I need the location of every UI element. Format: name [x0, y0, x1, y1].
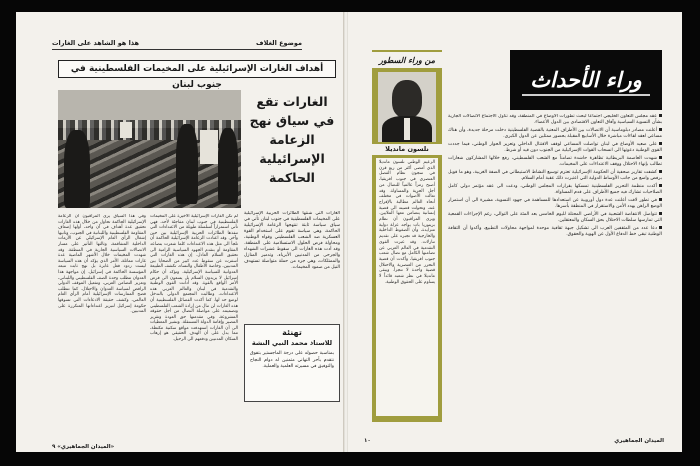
news-item-text: عقد مجلس التعاون الخليجي اجتماعاً لبحث تطورات الأوضاع في المنطقة، وقد تناول الاجتماع الاتصالات الجارية بشأن التسوية السياسية وآفاق التعاون الاقتصادي بين الدول الأعضاء. [448, 114, 662, 126]
congratulation-title: تهنئة [282, 328, 302, 337]
magazine-name: الميدان الجماهيري [614, 438, 664, 444]
news-item [448, 156, 662, 168]
right-page-content [366, 32, 670, 436]
bullet-icon [659, 128, 662, 131]
bullet-icon [659, 226, 662, 229]
main-title-line: الزعامة [269, 132, 315, 147]
section-label: موضوع الغلاف [256, 39, 302, 47]
bullet-icon [659, 212, 662, 215]
bullet-icon [659, 114, 662, 117]
main-title-line: الحاكمة [269, 170, 315, 185]
sidebar-title: من وراء السطور [372, 52, 442, 68]
left-page-header [52, 38, 302, 50]
article-headline: أهداف الغارات الإسرائيلية على المخيمات الفلسطينية في جنوب لبنان [58, 60, 336, 78]
bullet-icon [659, 142, 662, 145]
right-page [348, 12, 682, 452]
bullet-icon [659, 184, 662, 187]
news-item [448, 198, 662, 210]
mandela-portrait [378, 72, 436, 142]
left-page [16, 12, 344, 452]
sidebar-column [372, 50, 442, 422]
news-briefs [448, 114, 662, 420]
news-item [448, 226, 662, 238]
news-item-text: أكدت منظمة التحرير الفلسطينية تمسكها بقرارات المجلس الوطني، ودعت الى عقد مؤتمر دولي كامل الصلاحيات تشارك فيه جميع الأطراف على قدم المساواة. [448, 184, 662, 196]
portrait-name: نلسون مانديلا [372, 144, 442, 155]
right-page-footer [364, 438, 664, 446]
news-item-text: دعا عدد من المثقفين العرب الى تشكيل جبهة ثقافية موحدة لمواجهة محاولات التطبيع، وأكدوا أن الثقافة الوطنية تبقى خط الدفاع الأول عن الهوية والحقوق. [448, 226, 662, 238]
congratulation-box [244, 324, 340, 402]
main-title-line: الإسرائيلية [259, 151, 325, 166]
main-title [244, 92, 340, 208]
congratulation-subtitle: للاستاذ محمد النبي النشة [251, 339, 333, 347]
bullet-icon [659, 156, 662, 159]
main-title-line: في سياق نهج [249, 113, 335, 128]
bullet-icon [659, 170, 662, 173]
article-column: لم تكن الغارات الإسرائيلية الأخيرة على المخيمات الفلسطينية في جنوب لبنان مفاجئة لأحد، فهي تأتي استمراراً لسلسلة طويلة من الاعتداءات التي تنفذها الطائرات الحربية الإسرائيلية بين حين وآخر. وقد اعتادت الزعامة الإسرائيلية الحاكمة أن تلجأ الى مثل هذه الاعتداءات كلما شعرت بتصاعد المقاومة أو بتقدم الجهود السياسية الرامية الى تحقيق السلام العادل. إن هذه الغارات التي أسفرت عن سقوط عدد كبير من الضحايا بين المدنيين، وخاصة الأطفال والنساء، تكشف الطبيعة العدوانية للسياسة الإسرائيلية، وتؤكد أن حكام إسرائيل لا يريدون السلام بل يسعون الى فرض الأمر الواقع بالقوة. وقد أدانت القوى الوطنية والتقدمية في لبنان والعالم العربي هذه الاعتداءات، وطالبت المجتمع الدولي بالتدخل لوضع حد لها. كما أكدت الفصائل الفلسطينية أن هذه الغارات لن تنال من إرادة الشعب الفلسطيني وتصميمه على مواصلة النضال من أجل حقوقه المشروعة، وفي مقدمتها حق العودة وتقرير المصير وإقامة الدولة المستقلة. وتشير المعطيات الى أن الغارات استهدفت مواقع سكنية مكتظة، مما يدل على أن الهدف الحقيقي هو إرهاب السكان المدنيين ودفعهم الى الرحيل. [150, 214, 238, 343]
sidebar-text: الزعيم الوطني نلسون مانديلا الذي أمضى أكثر من ربع قرن في سجون نظام الفصل العنصري في جنوب افريقيا، أصبح رمزاً عالمياً للنضال من أجل الحرية والمساواة. وقد تعالت الأصوات في مختلف أنحاء العالم مطالبة بالإفراج عنه، وتحولت قضيته الى قضية إنسانية يتضامن معها الملايين. ويرى المراقبون أن نظام بريتوريا بات يواجه عزلة دولية متزايدة، وأن الضغوط الداخلية والخارجية قد تجبره على تقديم تنازلات. وقد عبرت القوى التقدمية في العالم العربي عن تضامنها الكامل مع نضال شعب جنوب افريقيا، وأكدت أن قضية التحرر من العنصرية والاحتلال قضية واحدة لا تتجزأ. ويبقى مانديلا في نظر شعبه قائداً لا يساوم على الحقوق الوطنية. [376, 158, 438, 416]
bullet-icon [659, 198, 662, 201]
news-item [448, 170, 662, 182]
news-item-text: على صعيد الأوضاع في لبنان تواصلت المساعي لوقف الاقتتال الداخلي وتعزيز الحوار الوطني، فيما جددت القوى الوطنية دعوتها الى انسحاب القوات الإسرائيلية من الجنوب دون قيد أو شرط. [448, 142, 662, 154]
news-item [448, 212, 662, 224]
airstrike-aftermath-photo [58, 90, 241, 208]
header-title: هذا هو الشاهد على الغارات [52, 39, 140, 47]
news-item-text: تتواصل الانتفاضة الشعبية في الأراضي المحتلة لليوم الخامس بعد المئة على التوالي، رغم الإجراءات القمعية التي تمارسها سلطات الاحتلال بحق السكان والمعتقلين. [448, 212, 662, 224]
section-logo: وراء الأحداث [510, 50, 662, 110]
article-column: وفي هذا السياق يرى المراقبون أن الزعامة الإسرائيلية الحاكمة تحاول من خلال هذه الغارات تحقيق عدة أهداف في آن واحد، أولها إضعاف المقاومة الفلسطينية واللبنانية في الجنوب، وثانيها إشغال الرأي العام الإسرائيلي عن الأزمات الداخلية المتفاقمة، وثالثها التأثير على مسار الاتصالات السياسية الجارية في المنطقة. وقد شهدت المخيمات خلال الأشهر الماضية عدة غارات مماثلة، الأمر الذي يؤكد أن هذه السياسة ليست ردود فعل عابرة بل نهج ثابت تتبعه المؤسسة الحاكمة في إسرائيل. إن مواجهة هذا العدوان تتطلب وحدة الصف الفلسطيني واللبناني، وتعزيز التضامن العربي، وتفعيل الموقف الدولي الرافض لسياسة العدوان والاحتلال. كما تتطلب فضح الممارسات الإسرائيلية أمام الرأي العام العالمي، وكشف حقيقة الادعاءات التي تسوقها حكومة إسرائيل لتبرير اعتداءاتها المتكررة على المدنيين. [58, 214, 146, 315]
news-item [448, 114, 662, 126]
news-item-text: في تطور لافت أعلنت عدة دول أوروبية عن استعدادها للمساهمة في جهود التسوية، مشيرة الى أن استمرار الوضع الراهن يهدد الأمن والاستقرار في المنطقة بأسرها. [448, 198, 662, 210]
page-number-value: ١٠ [364, 438, 371, 444]
news-item-text: كشفت تقارير صحفية أن الحكومة الإسرائيلية تعتزم توسيع النشاط الاستيطاني في الضفة الغربية، وهو ما قوبل برفض واسع من جانب الأوساط الدولية التي اعتبرت ذلك عقبة أمام السلام. [448, 170, 662, 182]
news-item [448, 184, 662, 196]
article-body [58, 214, 238, 440]
left-page-footer [52, 444, 314, 452]
news-item-text: شهدت العاصمة البريطانية تظاهرة حاشدة تضامناً مع الشعب الفلسطيني، رفع خلالها المشاركون شعارات تطالب بإنهاء الاحتلال ووقف الاعتداءات على المخيمات. [448, 156, 662, 168]
magazine-name: «الميدان الجماهيري» [57, 444, 115, 450]
main-title-line: الغارات تقع [256, 94, 328, 109]
page-number-value: ٩ [52, 444, 56, 450]
page-number [52, 444, 114, 450]
news-item-text: أعلنت مصادر دبلوماسية أن الاتصالات بين الأطراف المعنية بالقضية الفلسطينية دخلت مرحلة جديدة، وأن هناك مساعي لعقد لقاءات مباشرة خلال الأسابيع المقبلة بحضور ممثلين عن الدول الكبرى. [448, 128, 662, 140]
congratulation-text: بمناسبة حصوله على درجة الماجستير بتفوق نتقدم بأحر التهاني متمنين له دوام النجاح والتوفيق في مسيرته العلمية والعملية. [250, 351, 334, 370]
title-summary-text: الغارات التي شنتها الطائرات الحربية الإسرائيلية على المخيمات الفلسطينية في جنوب لبنان تأتي في سياق سياسة ثابتة تنتهجها الزعامة الإسرائيلية الحاكمة، وهي سياسة تقوم على استخدام القوة العسكرية ضد الشعب الفلسطيني وقواه الوطنية، ومحاولة فرض الحلول الاستسلامية على المنطقة. وقد أدت هذه الغارات الى سقوط عشرات الشهداء والجرحى من المدنيين الأبرياء، وتدمير المنازل والممتلكات، وهي جزء من حملة متواصلة تستهدف النيل من صمود المخيمات. [244, 211, 340, 270]
news-item [448, 128, 662, 140]
news-item [448, 142, 662, 154]
